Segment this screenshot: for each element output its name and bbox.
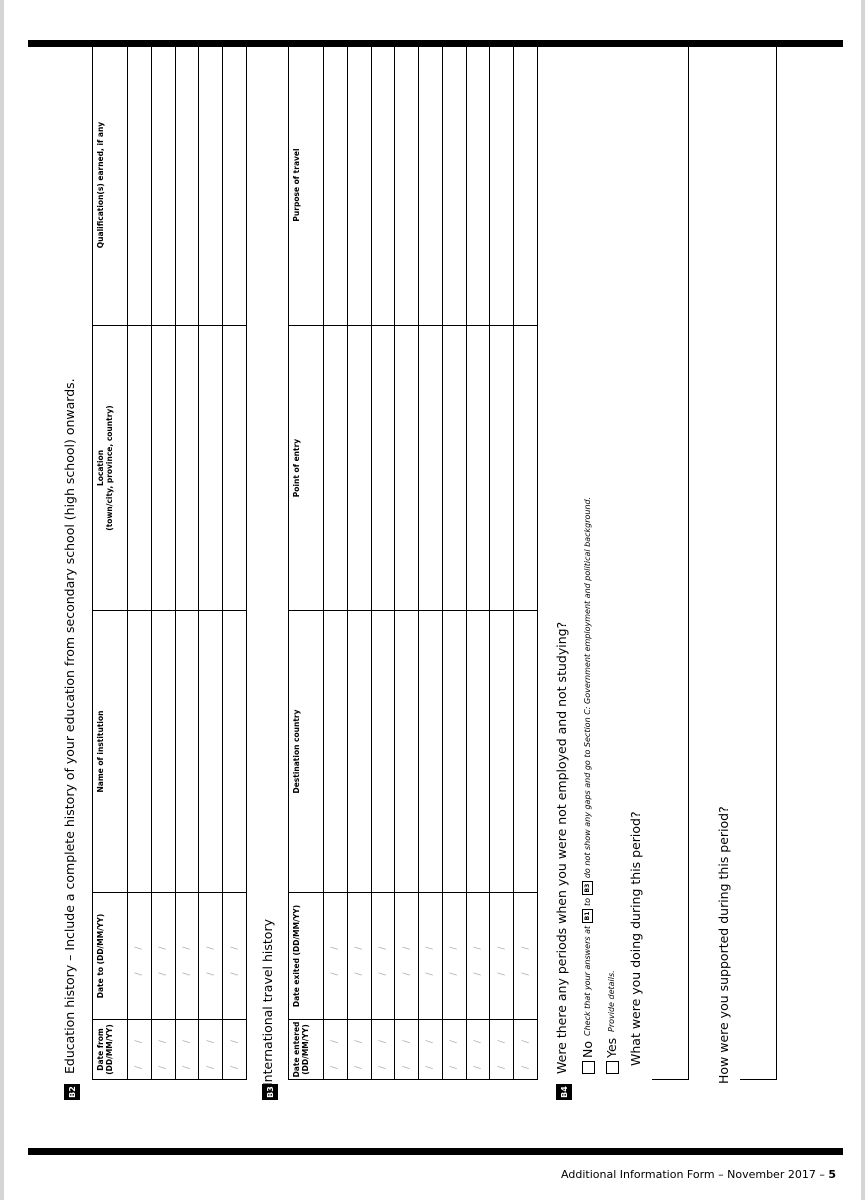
table-row[interactable]: [395, 45, 419, 1080]
date-field[interactable]: / /: [442, 1020, 466, 1080]
date-field[interactable]: / /: [514, 1020, 538, 1080]
footer-text: Additional Information Form – November 2017 –: [561, 1168, 829, 1181]
text-cell[interactable]: [490, 611, 514, 893]
text-cell[interactable]: [128, 45, 152, 326]
col-location: [93, 326, 128, 611]
b4-question: Were there any periods when you were not employed and not studying?: [554, 621, 569, 1074]
date-field[interactable]: / /: [490, 1020, 514, 1080]
text-cell[interactable]: [347, 611, 371, 893]
text-cell[interactable]: [151, 611, 175, 893]
col-institution: Name of institution: [93, 611, 128, 893]
text-cell[interactable]: [466, 611, 490, 893]
bottom-rule: [28, 1148, 843, 1155]
table-row[interactable]: [419, 45, 443, 1080]
text-cell[interactable]: [514, 45, 538, 326]
date-field[interactable]: / /: [490, 893, 514, 1020]
text-cell[interactable]: [442, 611, 466, 893]
no-instruction-3: do not show any gaps and go to Section C: Government employment and political background.: [583, 496, 592, 879]
text-cell[interactable]: [442, 326, 466, 611]
date-field[interactable]: / /: [324, 893, 348, 1020]
form-page: [4, 0, 861, 1200]
doing-answer-box[interactable]: [652, 44, 689, 1080]
col-date-to: Date to (DD/MM/YY): [93, 893, 128, 1020]
b3-heading: International travel history: [260, 919, 275, 1086]
text-cell[interactable]: [490, 45, 514, 326]
col-purpose: Purpose of travel: [289, 45, 324, 326]
text-cell[interactable]: [175, 45, 199, 326]
no-instruction-1: Check that your answers at: [583, 925, 592, 1036]
text-cell[interactable]: [371, 326, 395, 611]
text-cell[interactable]: [199, 611, 223, 893]
table-row[interactable]: [128, 45, 152, 1080]
table-row[interactable]: [324, 45, 348, 1080]
date-field[interactable]: / /: [128, 1020, 152, 1080]
text-cell[interactable]: [151, 45, 175, 326]
date-field[interactable]: / /: [199, 893, 223, 1020]
text-cell[interactable]: [175, 326, 199, 611]
date-field[interactable]: / /: [324, 1020, 348, 1080]
date-field[interactable]: / /: [466, 893, 490, 1020]
text-cell[interactable]: [395, 611, 419, 893]
b2-heading: Education history – Include a complete history of your education from secondary school (high school) onwards.: [62, 378, 77, 1074]
text-cell[interactable]: [347, 45, 371, 326]
text-cell[interactable]: [466, 45, 490, 326]
rotated-form-content: [44, 60, 844, 1100]
col-qualification: Qualification(s) earned, if any: [93, 45, 128, 326]
text-cell[interactable]: [151, 326, 175, 611]
text-cell[interactable]: [419, 326, 443, 611]
text-cell[interactable]: [324, 45, 348, 326]
date-field[interactable]: / /: [466, 1020, 490, 1080]
no-instruction: [582, 497, 593, 1036]
text-cell[interactable]: [324, 326, 348, 611]
col-date-exited: Date exited (DD/MM/YY): [289, 893, 324, 1020]
date-field[interactable]: / /: [128, 893, 152, 1020]
col-point-of-entry: Point of entry: [289, 326, 324, 611]
date-field[interactable]: / /: [514, 893, 538, 1020]
col-destination: Destination country: [289, 611, 324, 893]
table-row[interactable]: [223, 45, 247, 1080]
doing-question: What were you doing during this period?: [628, 811, 643, 1066]
page-footer: [561, 1168, 836, 1181]
col-date-from: Date from (DD/MM/YY): [93, 1020, 128, 1080]
text-cell[interactable]: [395, 45, 419, 326]
text-cell[interactable]: [419, 611, 443, 893]
date-field[interactable]: / /: [419, 1020, 443, 1080]
b2-badge: B2: [64, 1084, 80, 1100]
text-cell[interactable]: [442, 45, 466, 326]
text-cell[interactable]: [514, 326, 538, 611]
text-cell[interactable]: [371, 45, 395, 326]
date-field[interactable]: / /: [151, 1020, 175, 1080]
b4-badge: B4: [556, 1084, 572, 1100]
travel-history-table: [288, 44, 538, 1080]
text-cell[interactable]: [347, 326, 371, 611]
date-field[interactable]: / /: [395, 893, 419, 1020]
text-cell[interactable]: [128, 611, 152, 893]
text-cell[interactable]: [199, 326, 223, 611]
date-field[interactable]: / /: [175, 893, 199, 1020]
text-cell[interactable]: [514, 611, 538, 893]
support-question: How were you supported during this period?: [716, 806, 731, 1084]
text-cell[interactable]: [199, 45, 223, 326]
col-location-sub: (town/city, province, country): [105, 405, 115, 531]
table-row[interactable]: [442, 45, 466, 1080]
col-date-entered: Date entered (DD/MM/YY): [289, 1020, 324, 1080]
table-row[interactable]: [490, 45, 514, 1080]
text-cell[interactable]: [395, 326, 419, 611]
table-row[interactable]: [199, 45, 223, 1080]
col-location-title: Location: [96, 449, 105, 487]
date-field[interactable]: / /: [223, 893, 247, 1020]
table-row[interactable]: [347, 45, 371, 1080]
yes-instruction: Provide details.: [607, 970, 616, 1032]
date-field[interactable]: / /: [151, 893, 175, 1020]
date-field[interactable]: / /: [371, 893, 395, 1020]
text-cell[interactable]: [490, 326, 514, 611]
date-field[interactable]: / /: [347, 893, 371, 1020]
table-row[interactable]: [175, 45, 199, 1080]
b3-ref: B3: [582, 881, 593, 896]
date-field[interactable]: / /: [395, 1020, 419, 1080]
yes-label: Yes: [604, 1037, 619, 1058]
date-field[interactable]: / /: [442, 893, 466, 1020]
b1-ref: B1: [582, 909, 593, 924]
no-checkbox[interactable]: [582, 1061, 595, 1074]
no-label: No: [580, 1041, 595, 1058]
date-field[interactable]: / /: [175, 1020, 199, 1080]
yes-checkbox[interactable]: [606, 1061, 619, 1074]
table-row[interactable]: [151, 45, 175, 1080]
text-cell[interactable]: [324, 611, 348, 893]
text-cell[interactable]: [466, 326, 490, 611]
support-answer-box[interactable]: [740, 44, 777, 1080]
education-history-table: [92, 44, 247, 1080]
text-cell[interactable]: [128, 326, 152, 611]
text-cell[interactable]: [223, 611, 247, 893]
date-field[interactable]: / /: [371, 1020, 395, 1080]
table-row[interactable]: [514, 45, 538, 1080]
date-field[interactable]: / /: [419, 893, 443, 1020]
text-cell[interactable]: [419, 45, 443, 326]
text-cell[interactable]: [371, 611, 395, 893]
text-cell[interactable]: [223, 45, 247, 326]
b3-badge: B3: [262, 1084, 278, 1100]
page-number: 5: [828, 1168, 836, 1181]
date-field[interactable]: / /: [199, 1020, 223, 1080]
text-cell[interactable]: [223, 326, 247, 611]
no-instruction-2: to: [583, 898, 592, 907]
date-field[interactable]: / /: [223, 1020, 247, 1080]
text-cell[interactable]: [175, 611, 199, 893]
date-field[interactable]: / /: [347, 1020, 371, 1080]
table-row[interactable]: [371, 45, 395, 1080]
table-row[interactable]: [466, 45, 490, 1080]
